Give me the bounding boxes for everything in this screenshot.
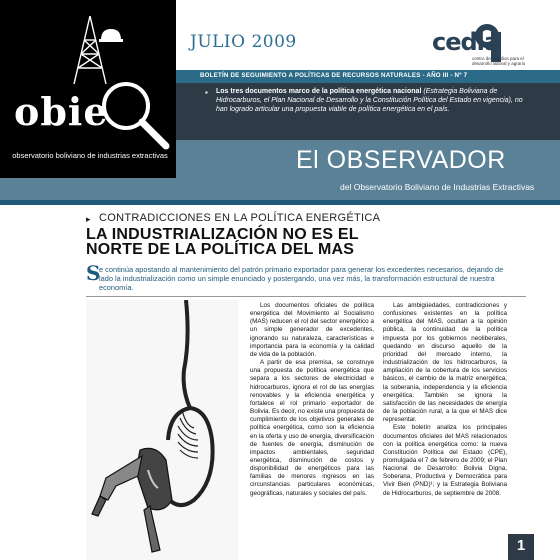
logo-wordmark: obie xyxy=(14,89,109,134)
obie-logo xyxy=(0,0,176,178)
paragraph: A partir de esa premisa, se construye una propuesta de política energética que separa a los sectores de electricidad e hidrocarburos, ignora el rol de las energías renovables y la eficiencia energética y fortalece el rol primario exportador de Bolivia. Es decir, no existe una propuesta de cumplimiento de los objetivos generales de política energética, como son la eficiencia en la oferta y uso de energía, diversificación de fuentes de energía, disminución de impactos ambientales, seguridad energética, disminución de costos y disponibilidad de energéticos para las familias de menores ingresos en las circunstancias particulares económicas, geográficas, naturales y sociales del país. xyxy=(250,359,374,497)
article-column-2 xyxy=(383,302,507,498)
kicker-arrow-icon: ▸ xyxy=(86,214,91,224)
lede-divider xyxy=(86,296,526,297)
publisher-wordmark: cedla xyxy=(432,28,500,56)
issue-date: JULIO 2009 xyxy=(190,32,297,52)
lede-drop-cap: S xyxy=(86,261,101,285)
teaser-text xyxy=(216,87,526,114)
article-kicker: CONTRADICCIONES EN LA POLÍTICA ENERGÉTICA xyxy=(99,212,381,224)
bullet-icon: ▪ xyxy=(205,88,208,97)
paragraph: Los documentos oficiales de política energética del Movimiento al Socialismo (MAS) reducen el rol del sector energético a un simple generador de excedentes, ignorando su naturaleza, características e importancia para la economía y la calidad de vida de la población. xyxy=(250,302,374,358)
masthead-left-strip xyxy=(0,178,176,200)
article-column-1 xyxy=(250,302,374,498)
publisher-tagline: centro de estudios para el desarrollo laboral y agrario xyxy=(472,56,526,66)
magnifier-icon xyxy=(96,76,172,152)
logo-subtitle: observatorio boliviano de industrias extractivas xyxy=(12,151,168,160)
teaser-strong: Los tres documentos marco de la política energética nacional xyxy=(216,88,422,95)
page-number: 1 xyxy=(516,537,526,554)
headline-line-2: NORTE DE LA POLÍTICA DEL MAS xyxy=(86,241,355,258)
paragraph: Este boletín analiza los principales documentos oficiales del MAS relacionados con la política energética como: la nueva Constitución Política del Estado (CPE), promulgada el 7 de febrero de 2009; el Plan Nacional de Desarrollo: Bolivia Digna, Soberana, Productiva y Democrática para Vivir Bien (PND)¹; y la Estrategia Boliviana de Hidrocarburos, de septiembre de 2008. xyxy=(383,424,507,497)
paragraph: Las ambigüedades, contradicciones y confusiones existentes en la política energética del MAS, ocultan a la opinión pública, la continuidad de la política impuesta por los gobiernos neoliberales, quedando en discurso aquello de la prioridad del mercado interno, la industrialización de los hidrocarburos, la ampliación de la cobertura de los servicios básicos, el cambio de la matriz energética, la soberanía, independencia y la eficiencia energética. También se ignora la satisfacción de las necesidades de energía de la población rural, a la que el MAS dice representar. xyxy=(383,302,507,424)
teaser-italic: (Estrategia Boliviana de Hidrocarburos, el Plan Nacional de Desarrollo y la Constitución Política del Estado en vigencia), no han logrado articular una propuesta viable de política energética en el país. xyxy=(216,88,523,113)
fuel-nozzle-noose-illustration xyxy=(86,300,238,560)
hardhat-icon xyxy=(98,26,124,44)
masthead-subtitle: del Observatorio Boliviano de Industrias Extractivas xyxy=(340,182,535,192)
masthead-title: El OBSERVADOR xyxy=(296,146,506,174)
headline-line-1: LA INDUSTRIALIZACIÓN NO ES EL xyxy=(86,226,359,243)
article-headline xyxy=(86,227,466,257)
masthead-rule xyxy=(0,200,560,205)
article-lede: e continúa apostando al mantenimiento del patrón primario exportador para generar los excedentes necesarios, dejando de lado la industrialización como un simple enunciado y postergando, una vez más, la transformación estructural de nuestra economía. xyxy=(99,265,504,293)
bulletin-label: BOLETÍN DE SEGUIMIENTO A POLÍTICAS DE RECURSOS NATURALES - AÑO III - Nº 7 xyxy=(200,72,468,79)
